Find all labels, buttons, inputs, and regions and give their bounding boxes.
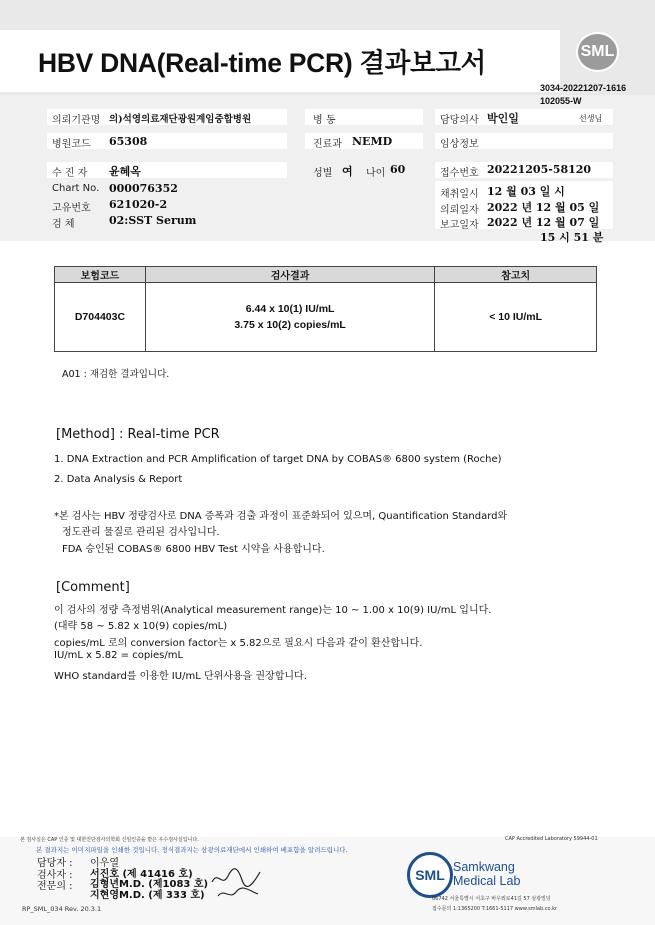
tester-name: 서진호 (제 41416 호) bbox=[90, 869, 193, 880]
table-row bbox=[55, 283, 597, 352]
specimen-label: 검 체 bbox=[52, 219, 75, 230]
institution-label: 의뢰기관명 bbox=[52, 115, 101, 126]
doctor-label: 담당의사 bbox=[440, 115, 479, 126]
hospital-code-label: 병원코드 bbox=[52, 139, 91, 150]
expert-2: 지현영M.D. (제 333 호) bbox=[90, 890, 205, 901]
cap-text: CAP Accredited Laboratory 59944-01 bbox=[505, 836, 598, 842]
reported-value: 2022 년 12 월 07 일 bbox=[487, 216, 600, 229]
requested-value: 2022 년 12 월 05 일 bbox=[487, 201, 600, 214]
recipient-label: 수 진 자 bbox=[52, 168, 88, 179]
ward-label: 병 동 bbox=[313, 115, 336, 126]
retest-note: A01 : 재검한 결과입니다. bbox=[62, 369, 170, 380]
sml-logo-icon: SML bbox=[576, 32, 619, 72]
method-note-2: 정도관리 물질로 관리된 검사입니다. bbox=[62, 527, 220, 538]
sex-label: 성별 bbox=[313, 168, 333, 179]
result-table bbox=[54, 266, 597, 352]
clinical-label: 임상정보 bbox=[440, 139, 479, 150]
comment-line-3: copies/mL 로의 conversion factor는 x 5.82으로 필요시 다음과 같이 환산합니다. bbox=[54, 638, 423, 649]
print-notice: 본 결과지는 이미지파일을 인쇄한 것입니다. 정식결과지는 삼광의료재단에서 인쇄하여 배포함을 알려드립니다. bbox=[36, 846, 348, 854]
chart-label: Chart No. bbox=[52, 183, 100, 194]
collected-label: 채취일시 bbox=[440, 189, 479, 200]
age-label: 나이 bbox=[366, 168, 386, 179]
institution-value: 의)석영의료재단광원계임중합병원 bbox=[109, 114, 252, 125]
report-id-2: 102055-W bbox=[540, 96, 582, 106]
sex-value: 여 bbox=[342, 165, 353, 178]
department-label: 진료과 bbox=[313, 139, 342, 150]
table-header-row bbox=[55, 267, 597, 283]
comment-line-4: IU/mL x 5.82 = copies/mL bbox=[54, 650, 184, 661]
recipient-value: 윤혜옥 bbox=[109, 165, 141, 178]
lab-contact: 접수문의 1:1365200 T:1661-5117 www.smlab.co.kr bbox=[432, 906, 558, 912]
unique-label: 고유번호 bbox=[52, 203, 91, 214]
reported-label: 보고일자 bbox=[440, 220, 479, 231]
specimen-value: 02:SST Serum bbox=[109, 214, 197, 227]
lab-address: 06742 서울특별시 서초구 바우뫼로41길 57 삼광빌딩 bbox=[432, 896, 551, 902]
charge-name: 이우열 bbox=[90, 858, 119, 869]
header-test-result: 검사결과 bbox=[145, 267, 434, 283]
result-copies: 3.75 x 10(2) copies/mL bbox=[234, 319, 346, 331]
lab-name-1: Samkwang bbox=[453, 860, 515, 874]
reference-cell: < 10 IU/mL bbox=[435, 283, 597, 352]
comment-line-2: (대략 58 ~ 5.82 x 10(9) copies/mL) bbox=[54, 621, 228, 632]
comment-line-1: 이 검사의 정량 측정범위(Analytical measurement range)는 10 ~ 1.00 x 10(9) IU/mL 입니다. bbox=[54, 605, 492, 616]
doctor-value: 박인일 bbox=[487, 112, 519, 125]
charge-label: 담당자 : bbox=[37, 858, 73, 869]
insurance-code-cell: D704403C bbox=[55, 283, 146, 352]
method-note-1: *본 검사는 HBV 정량검사로 DNA 증폭과 검출 과정이 표준화되어 있으며, Quantification Standard와 bbox=[54, 511, 508, 522]
method-item-2: 2. Data Analysis & Report bbox=[54, 474, 183, 485]
samkwang-logo-icon: SML bbox=[407, 852, 453, 898]
collected-value: 12 월 03 일 시 bbox=[487, 185, 565, 198]
receipt-value: 20221205-58120 bbox=[487, 163, 592, 176]
header-reference: 참고치 bbox=[435, 267, 597, 283]
comment-heading: [Comment] bbox=[56, 580, 130, 595]
tester-label: 검사자 : bbox=[37, 870, 73, 881]
receipt-label: 접수번호 bbox=[440, 168, 479, 179]
doctor-suffix: 선생님 bbox=[579, 114, 603, 123]
report-title: HBV DNA(Real-time PCR) 결과보고서 bbox=[38, 48, 486, 78]
department-value: NEMD bbox=[352, 135, 393, 148]
form-id: RP_SML_034 Rev. 20.3.1 bbox=[22, 905, 102, 913]
certification-text: 본 검사실은 CAP 인증 및 대한진단검사의학회 신임인증을 받은 우수검사실입니다. bbox=[20, 837, 199, 843]
result-cell bbox=[145, 283, 434, 352]
header-insurance-code: 보험코드 bbox=[55, 267, 146, 283]
reported-time: 15 시 51 분 bbox=[540, 231, 604, 244]
lab-name-2: Medical Lab bbox=[453, 874, 521, 888]
report-id-1: 3034-20221207-1616 bbox=[540, 83, 627, 93]
expert-1: 김형년M.D. (제1083 호) bbox=[90, 879, 209, 890]
method-heading: [Method] : Real-time PCR bbox=[56, 427, 220, 442]
chart-value: 000076352 bbox=[109, 182, 178, 195]
signature-icon bbox=[208, 862, 268, 902]
method-item-1: 1. DNA Extraction and PCR Amplification of target DNA by COBAS® 6800 system (Roche) bbox=[54, 454, 502, 465]
hospital-code-value: 65308 bbox=[109, 135, 148, 148]
result-iu: 6.44 x 10(1) IU/mL bbox=[245, 303, 335, 315]
comment-line-5: WHO standard를 이용한 IU/mL 단위사용을 권장합니다. bbox=[54, 671, 307, 682]
age-value: 60 bbox=[390, 163, 406, 176]
expert-label: 전문의 : bbox=[37, 881, 73, 892]
requested-label: 의뢰일자 bbox=[440, 205, 479, 216]
method-note-3: FDA 승인된 COBAS® 6800 HBV Test 시약을 사용합니다. bbox=[62, 544, 325, 555]
unique-value: 621020-2 bbox=[109, 198, 168, 211]
